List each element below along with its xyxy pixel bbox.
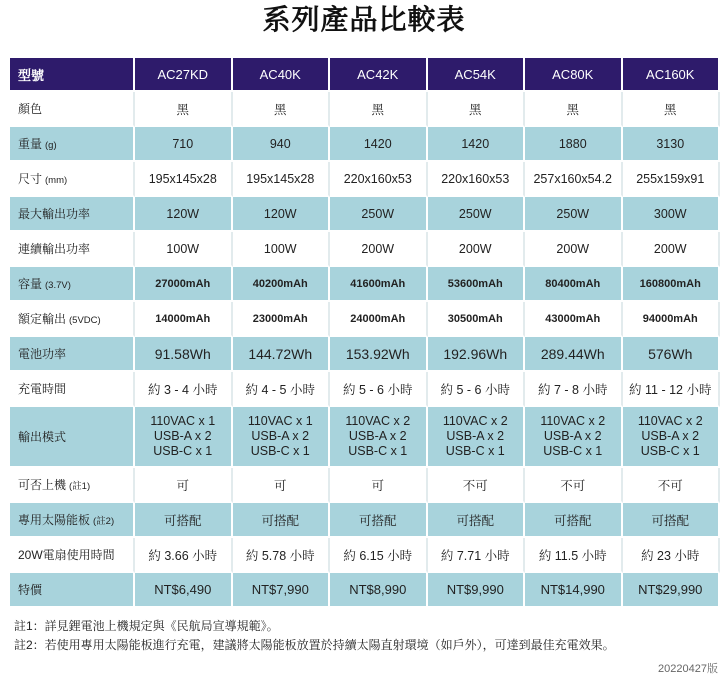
cell-max-output-ac80k: 250W	[525, 197, 623, 232]
row-label-charge-time	[10, 372, 135, 407]
cell-fan-runtime-ac160k: 約 23 小時	[623, 538, 721, 573]
cell-max-output-ac40k: 120W	[233, 197, 331, 232]
cell-size-ac40k: 195x145x28	[233, 162, 331, 197]
row-label-text: 輸出模式	[18, 430, 67, 444]
row-label-text: 尺寸	[18, 172, 43, 186]
row-label-text: 重量	[18, 137, 43, 151]
cell-airline-allowed-ac54k: 不可	[428, 468, 526, 503]
cell-solar-panel-ac42k: 可搭配	[330, 503, 428, 538]
header-model-ac40k: AC40K	[233, 58, 331, 92]
cell-charge-time-ac54k: 約 5 - 6 小時	[428, 372, 526, 407]
cell-rated-output-ac42k: 24000mAh	[330, 302, 428, 337]
cell-airline-allowed-ac27kd: 可	[135, 468, 233, 503]
cell-line: USB-A x 2	[543, 429, 602, 443]
cell-line: 110VAC x 2	[442, 414, 508, 428]
cell-output-ports-ac54k	[428, 407, 526, 468]
cell-capacity-ac54k: 53600mAh	[428, 267, 526, 302]
cell-continuous-output-ac160k: 200W	[623, 232, 721, 267]
comparison-table	[10, 58, 720, 608]
cell-airline-allowed-ac40k: 可	[233, 468, 331, 503]
cell-weight-ac80k: 1880	[525, 127, 623, 162]
cell-output-ports-ac27kd	[135, 407, 233, 468]
row-label-airline-allowed	[10, 468, 135, 503]
row-label-text: 額定輸出	[18, 312, 67, 326]
row-label-unit: (5VDC)	[69, 315, 101, 326]
header-model-label: 型號	[10, 58, 135, 92]
cell-size-ac54k: 220x160x53	[428, 162, 526, 197]
cell-line: USB-A x 2	[348, 429, 407, 443]
spec-row-weight	[10, 127, 720, 162]
cell-airline-allowed-ac160k: 不可	[623, 468, 721, 503]
page-title: 系列產品比較表	[262, 4, 466, 35]
cell-capacity-ac160k: 160800mAh	[623, 267, 721, 302]
cell-color-ac40k: 黑	[233, 92, 331, 127]
cell-charge-time-ac160k: 約 11 - 12 小時	[623, 372, 721, 407]
cell-rated-output-ac40k: 23000mAh	[233, 302, 331, 337]
cell-output-ports-ac80k	[525, 407, 623, 468]
cell-battery-energy-ac160k: 576Wh	[623, 337, 721, 372]
cell-line: USB-C x 1	[640, 444, 700, 458]
row-label-solar-panel	[10, 503, 135, 538]
row-label-battery-energy	[10, 337, 135, 372]
cell-price-ac42k: NT$8,990	[330, 573, 428, 608]
cell-charge-time-ac27kd: 約 3 - 4 小時	[135, 372, 233, 407]
cell-fan-runtime-ac42k: 約 6.15 小時	[330, 538, 428, 573]
spec-row-size	[10, 162, 720, 197]
spec-row-charge-time	[10, 372, 720, 407]
spec-row-capacity	[10, 267, 720, 302]
row-label-unit: (g)	[45, 140, 57, 151]
cell-line: USB-A x 2	[251, 429, 310, 443]
cell-color-ac80k: 黑	[525, 92, 623, 127]
cell-price-ac54k: NT$9,990	[428, 573, 526, 608]
row-label-weight	[10, 127, 135, 162]
cell-output-ports-ac160k	[623, 407, 721, 468]
footnotes	[14, 617, 720, 655]
cell-line: 110VAC x 2	[345, 414, 411, 428]
cell-line: USB-A x 2	[641, 429, 700, 443]
cell-max-output-ac27kd: 120W	[135, 197, 233, 232]
footnote-1: 註1：詳見鋰電池上機規定與《民航局宣導規範》。	[14, 619, 279, 633]
spec-row-continuous-output	[10, 232, 720, 267]
cell-size-ac80k: 257x160x54.2	[525, 162, 623, 197]
cell-rated-output-ac160k: 94000mAh	[623, 302, 721, 337]
cell-color-ac54k: 黑	[428, 92, 526, 127]
cell-continuous-output-ac27kd: 100W	[135, 232, 233, 267]
cell-size-ac42k: 220x160x53	[330, 162, 428, 197]
cell-rated-output-ac27kd: 14000mAh	[135, 302, 233, 337]
cell-continuous-output-ac42k: 200W	[330, 232, 428, 267]
cell-capacity-ac27kd: 27000mAh	[135, 267, 233, 302]
cell-line: USB-C x 1	[543, 444, 603, 458]
cell-battery-energy-ac42k: 153.92Wh	[330, 337, 428, 372]
cell-solar-panel-ac40k: 可搭配	[233, 503, 331, 538]
cell-color-ac27kd: 黑	[135, 92, 233, 127]
cell-weight-ac27kd: 710	[135, 127, 233, 162]
row-label-text: 20W電扇使用時間	[18, 548, 115, 562]
cell-solar-panel-ac54k: 可搭配	[428, 503, 526, 538]
cell-fan-runtime-ac54k: 約 7.71 小時	[428, 538, 526, 573]
row-label-text: 可否上機	[18, 478, 67, 492]
spec-row-output-ports	[10, 407, 720, 468]
header-row	[10, 58, 720, 92]
spec-row-airline-allowed	[10, 468, 720, 503]
spec-row-price	[10, 573, 720, 608]
cell-color-ac42k: 黑	[330, 92, 428, 127]
spec-row-color	[10, 92, 720, 127]
cell-capacity-ac42k: 41600mAh	[330, 267, 428, 302]
spec-row-battery-energy	[10, 337, 720, 372]
row-label-unit: (註2)	[93, 516, 115, 527]
cell-max-output-ac42k: 250W	[330, 197, 428, 232]
cell-capacity-ac40k: 40200mAh	[233, 267, 331, 302]
cell-battery-energy-ac27kd: 91.58Wh	[135, 337, 233, 372]
row-label-price	[10, 573, 135, 608]
cell-charge-time-ac42k: 約 5 - 6 小時	[330, 372, 428, 407]
row-label-capacity	[10, 267, 135, 302]
cell-solar-panel-ac80k: 可搭配	[525, 503, 623, 538]
cell-fan-runtime-ac80k: 約 11.5 小時	[525, 538, 623, 573]
footnote-2: 註2：若使用專用太陽能板進行充電，建議將太陽能板放置於持續太陽直射環境（如戶外），可達到最佳充電效果。	[14, 638, 615, 652]
cell-weight-ac160k: 3130	[623, 127, 721, 162]
cell-max-output-ac160k: 300W	[623, 197, 721, 232]
row-label-output-ports	[10, 407, 135, 468]
cell-line: USB-C x 1	[153, 444, 213, 458]
cell-line: USB-C x 1	[348, 444, 408, 458]
cell-line: USB-A x 2	[153, 429, 212, 443]
cell-continuous-output-ac54k: 200W	[428, 232, 526, 267]
cell-line: USB-C x 1	[445, 444, 505, 458]
header-model-ac160k: AC160K	[623, 58, 721, 92]
cell-price-ac27kd: NT$6,490	[135, 573, 233, 608]
row-label-text: 電池功率	[18, 347, 67, 361]
row-label-rated-output	[10, 302, 135, 337]
row-label-text: 最大輸出功率	[18, 207, 91, 221]
cell-rated-output-ac80k: 43000mAh	[525, 302, 623, 337]
row-label-unit: (mm)	[45, 175, 68, 186]
row-label-continuous-output	[10, 232, 135, 267]
row-label-color	[10, 92, 135, 127]
header-model-ac54k: AC54K	[428, 58, 526, 92]
row-label-text: 特價	[18, 583, 43, 597]
row-label-text: 專用太陽能板	[18, 513, 91, 527]
row-label-unit: (3.7V)	[45, 280, 71, 291]
cell-line: USB-A x 2	[446, 429, 505, 443]
cell-line: 110VAC x 1	[150, 414, 216, 428]
row-label-text: 容量	[18, 277, 43, 291]
cell-battery-energy-ac54k: 192.96Wh	[428, 337, 526, 372]
header-model-ac27kd: AC27KD	[135, 58, 233, 92]
header-model-ac42k: AC42K	[330, 58, 428, 92]
cell-line: 110VAC x 2	[637, 414, 703, 428]
spec-row-rated-output	[10, 302, 720, 337]
cell-price-ac80k: NT$14,990	[525, 573, 623, 608]
cell-weight-ac40k: 940	[233, 127, 331, 162]
cell-continuous-output-ac40k: 100W	[233, 232, 331, 267]
row-label-size	[10, 162, 135, 197]
cell-battery-energy-ac80k: 289.44Wh	[525, 337, 623, 372]
cell-airline-allowed-ac80k: 不可	[525, 468, 623, 503]
cell-price-ac40k: NT$7,990	[233, 573, 331, 608]
cell-battery-energy-ac40k: 144.72Wh	[233, 337, 331, 372]
cell-weight-ac42k: 1420	[330, 127, 428, 162]
cell-airline-allowed-ac42k: 可	[330, 468, 428, 503]
cell-price-ac160k: NT$29,990	[623, 573, 721, 608]
row-label-unit: (註1)	[69, 481, 91, 492]
cell-rated-output-ac54k: 30500mAh	[428, 302, 526, 337]
spec-row-fan-runtime	[10, 538, 720, 573]
spec-row-solar-panel	[10, 503, 720, 538]
cell-weight-ac54k: 1420	[428, 127, 526, 162]
cell-solar-panel-ac160k: 可搭配	[623, 503, 721, 538]
cell-size-ac160k: 255x159x91	[623, 162, 721, 197]
row-label-text: 充電時間	[18, 382, 67, 396]
cell-color-ac160k: 黑	[623, 92, 721, 127]
cell-fan-runtime-ac40k: 約 5.78 小時	[233, 538, 331, 573]
row-label-fan-runtime	[10, 538, 135, 573]
cell-charge-time-ac40k: 約 4 - 5 小時	[233, 372, 331, 407]
cell-charge-time-ac80k: 約 7 - 8 小時	[525, 372, 623, 407]
row-label-text: 顏色	[18, 102, 43, 116]
cell-output-ports-ac42k	[330, 407, 428, 468]
cell-size-ac27kd: 195x145x28	[135, 162, 233, 197]
version-label: 20220427版	[658, 663, 718, 675]
cell-line: 110VAC x 2	[540, 414, 606, 428]
row-label-max-output	[10, 197, 135, 232]
cell-fan-runtime-ac27kd: 約 3.66 小時	[135, 538, 233, 573]
spec-body	[10, 92, 720, 608]
spec-row-max-output	[10, 197, 720, 232]
cell-line: 110VAC x 1	[247, 414, 313, 428]
cell-output-ports-ac40k	[233, 407, 331, 468]
cell-max-output-ac54k: 250W	[428, 197, 526, 232]
row-label-text: 連續輸出功率	[18, 242, 91, 256]
cell-continuous-output-ac80k: 200W	[525, 232, 623, 267]
header-model-ac80k: AC80K	[525, 58, 623, 92]
cell-solar-panel-ac27kd: 可搭配	[135, 503, 233, 538]
cell-capacity-ac80k: 80400mAh	[525, 267, 623, 302]
cell-line: USB-C x 1	[250, 444, 310, 458]
